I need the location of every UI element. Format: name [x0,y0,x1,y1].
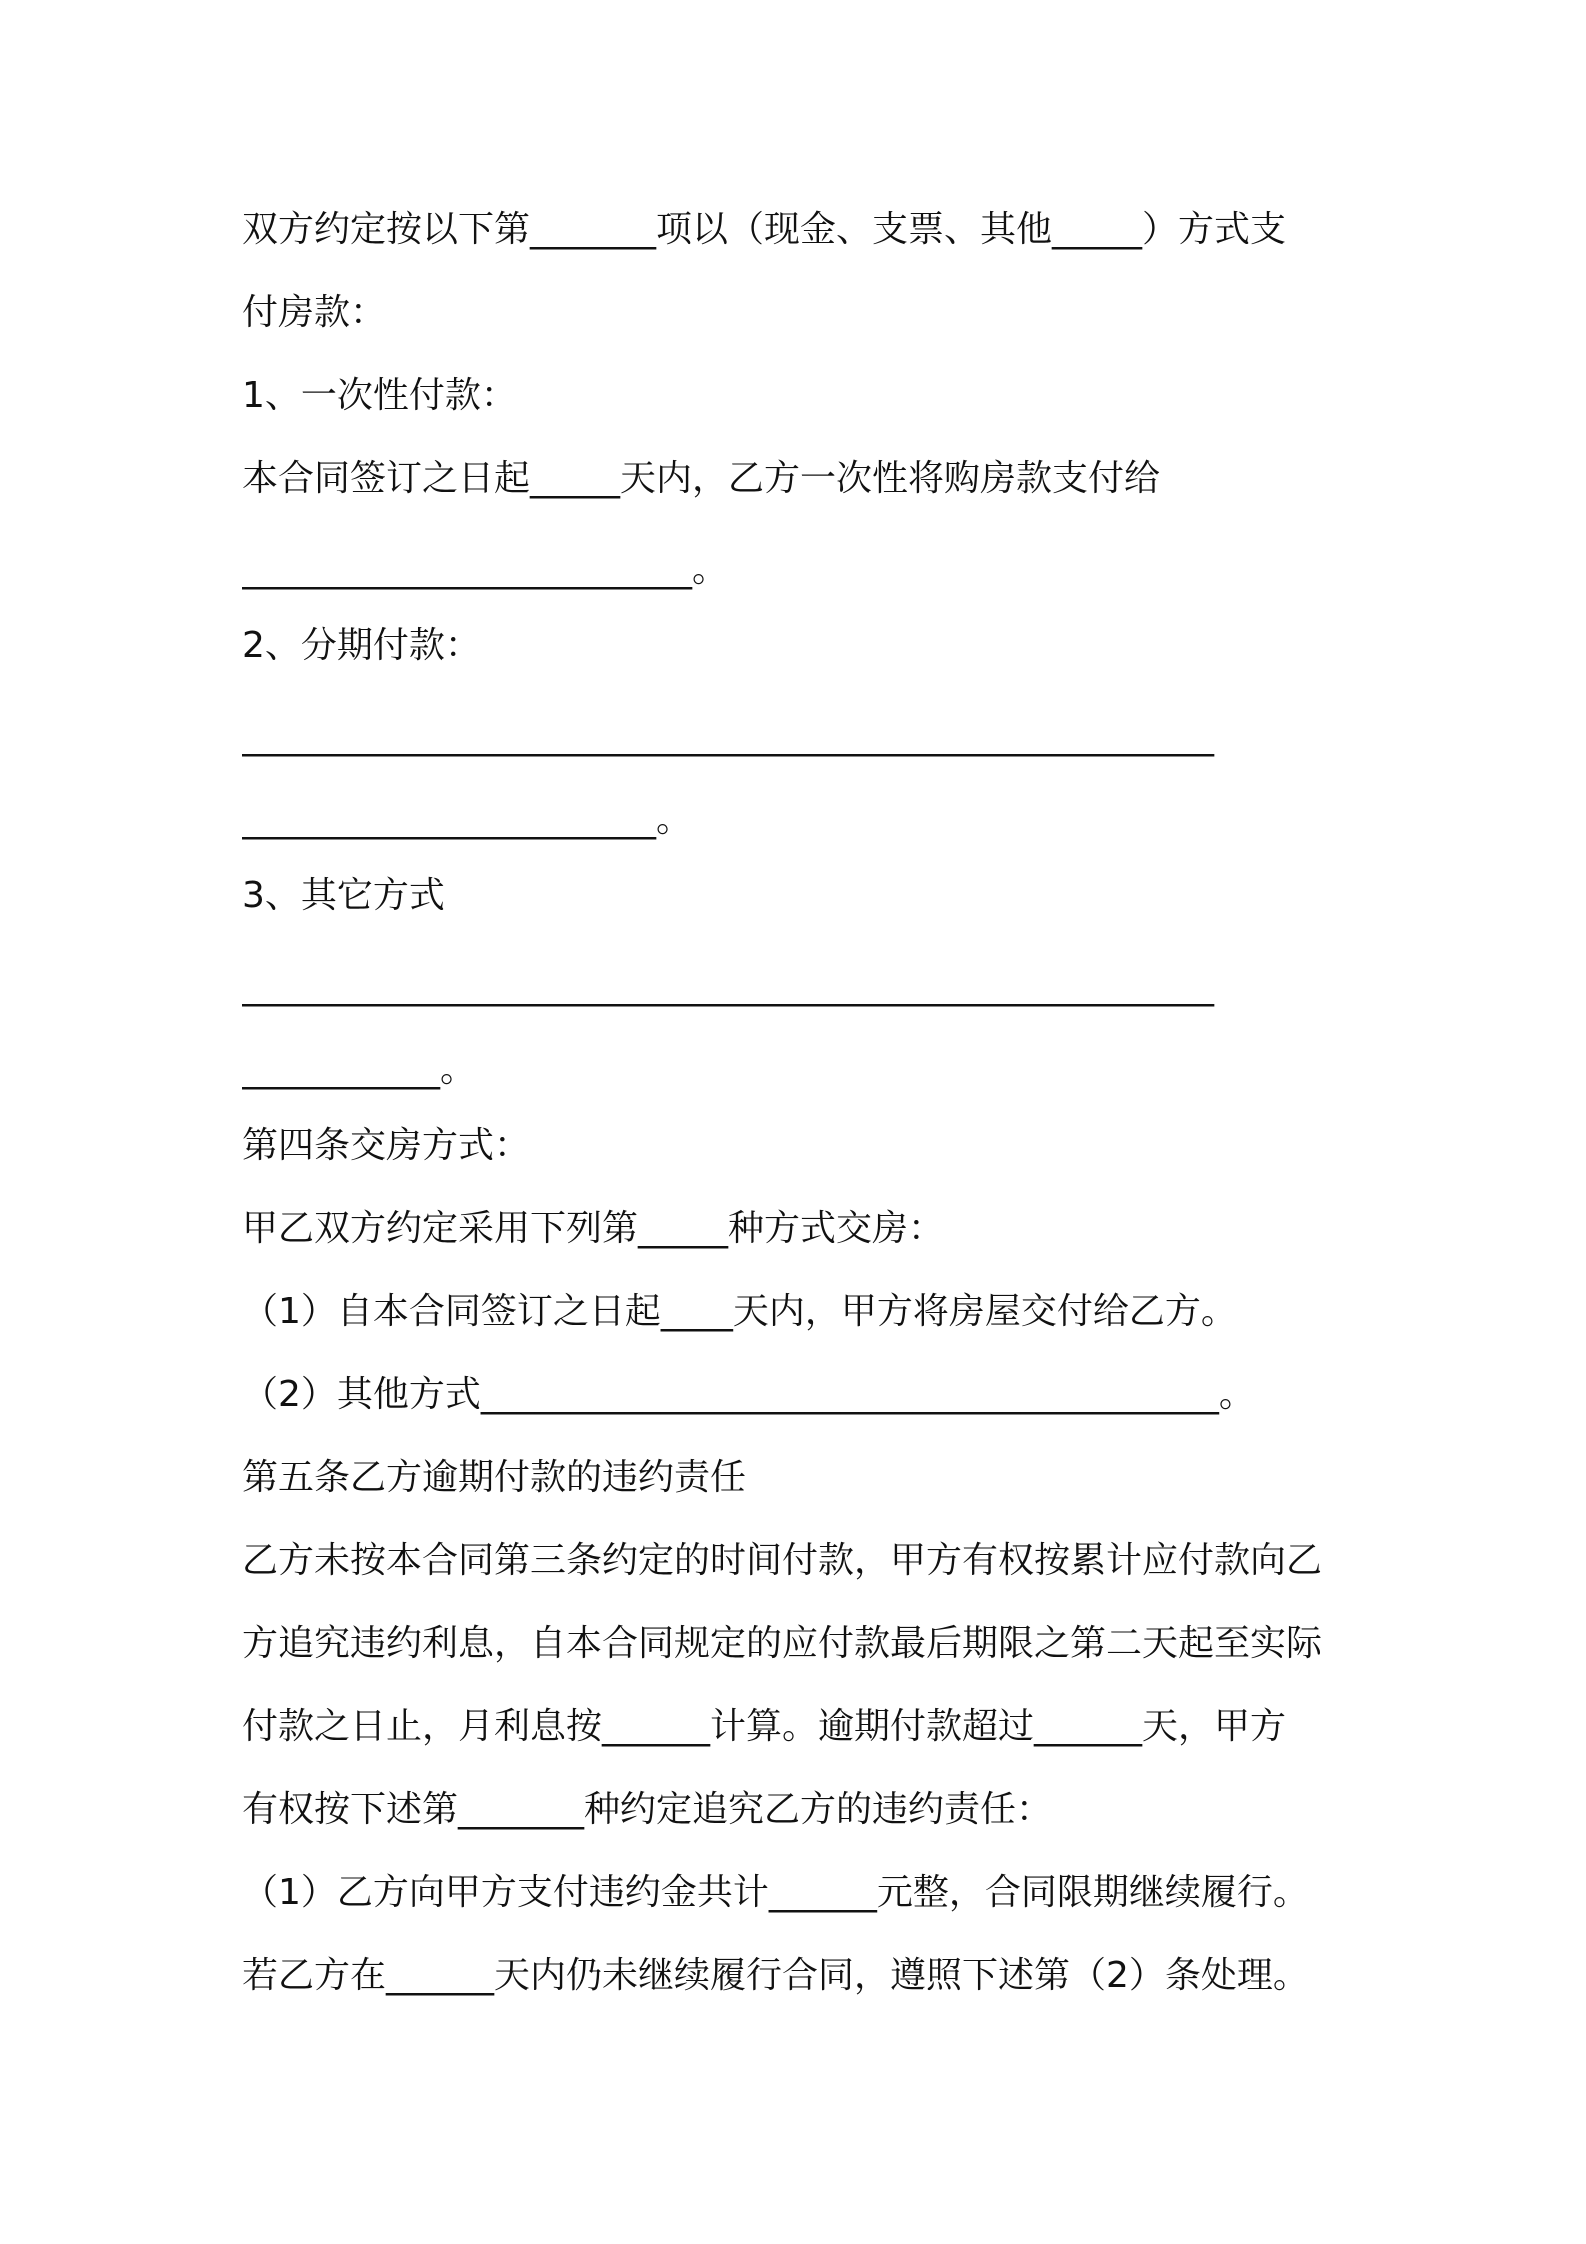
payment-method-clause-line-2: 付房款： [242,292,387,333]
late-payment-text-line-2: 方追究违约利息，自本合同规定的应付款最后期限之第二天起至实际 [242,1623,1323,1664]
lump-sum-payee-blank: _________________________。 [242,549,728,590]
late-payment-text-line-1: 乙方未按本合同第三条约定的时间付款，甲方有权按累计应付款向乙 [242,1540,1323,1581]
late-payment-text-line-4: 有权按下述第_______种约定追究乙方的违约责任： [242,1789,1053,1830]
penalty-option-1: （1）乙方向甲方支付违约金共计______元整，合同限期继续履行。 [242,1872,1309,1913]
lump-sum-payment-heading: 1、一次性付款： [242,375,517,416]
lump-sum-payment-text: 本合同签订之日起_____天内，乙方一次性将购房款支付给 [242,458,1161,499]
other-payment-heading: 3、其它方式 [242,875,445,916]
delivery-method-text: 甲乙双方约定采用下列第_____种方式交房： [242,1208,945,1249]
late-payment-text-line-3: 付款之日止，月利息按______计算。逾期付款超过______天，甲方 [242,1706,1287,1747]
installment-payment-heading: 2、分期付款： [242,625,481,666]
other-payment-blank-line-1: ______________________________________________________ [242,966,1214,1007]
delivery-option-2: （2）其他方式_________________________________________。 [242,1374,1255,1415]
article-five-heading: 第五条乙方逾期付款的违约责任 [242,1457,747,1498]
installment-blank-line-1: ______________________________________________________ [242,716,1214,757]
penalty-option-1-continued: 若乙方在______天内仍未继续履行合同，遵照下述第（2）条处理。 [242,1955,1309,1996]
installment-blank-line-2: _______________________。 [242,799,692,840]
payment-method-clause-line-1: 双方约定按以下第_______项以（现金、支票、其他_____）方式支 [242,209,1287,250]
other-payment-blank-line-2: ___________。 [242,1049,477,1090]
delivery-option-1: （1）自本合同签订之日起____天内，甲方将房屋交付给乙方。 [242,1291,1237,1332]
article-four-heading: 第四条交房方式： [242,1125,531,1166]
